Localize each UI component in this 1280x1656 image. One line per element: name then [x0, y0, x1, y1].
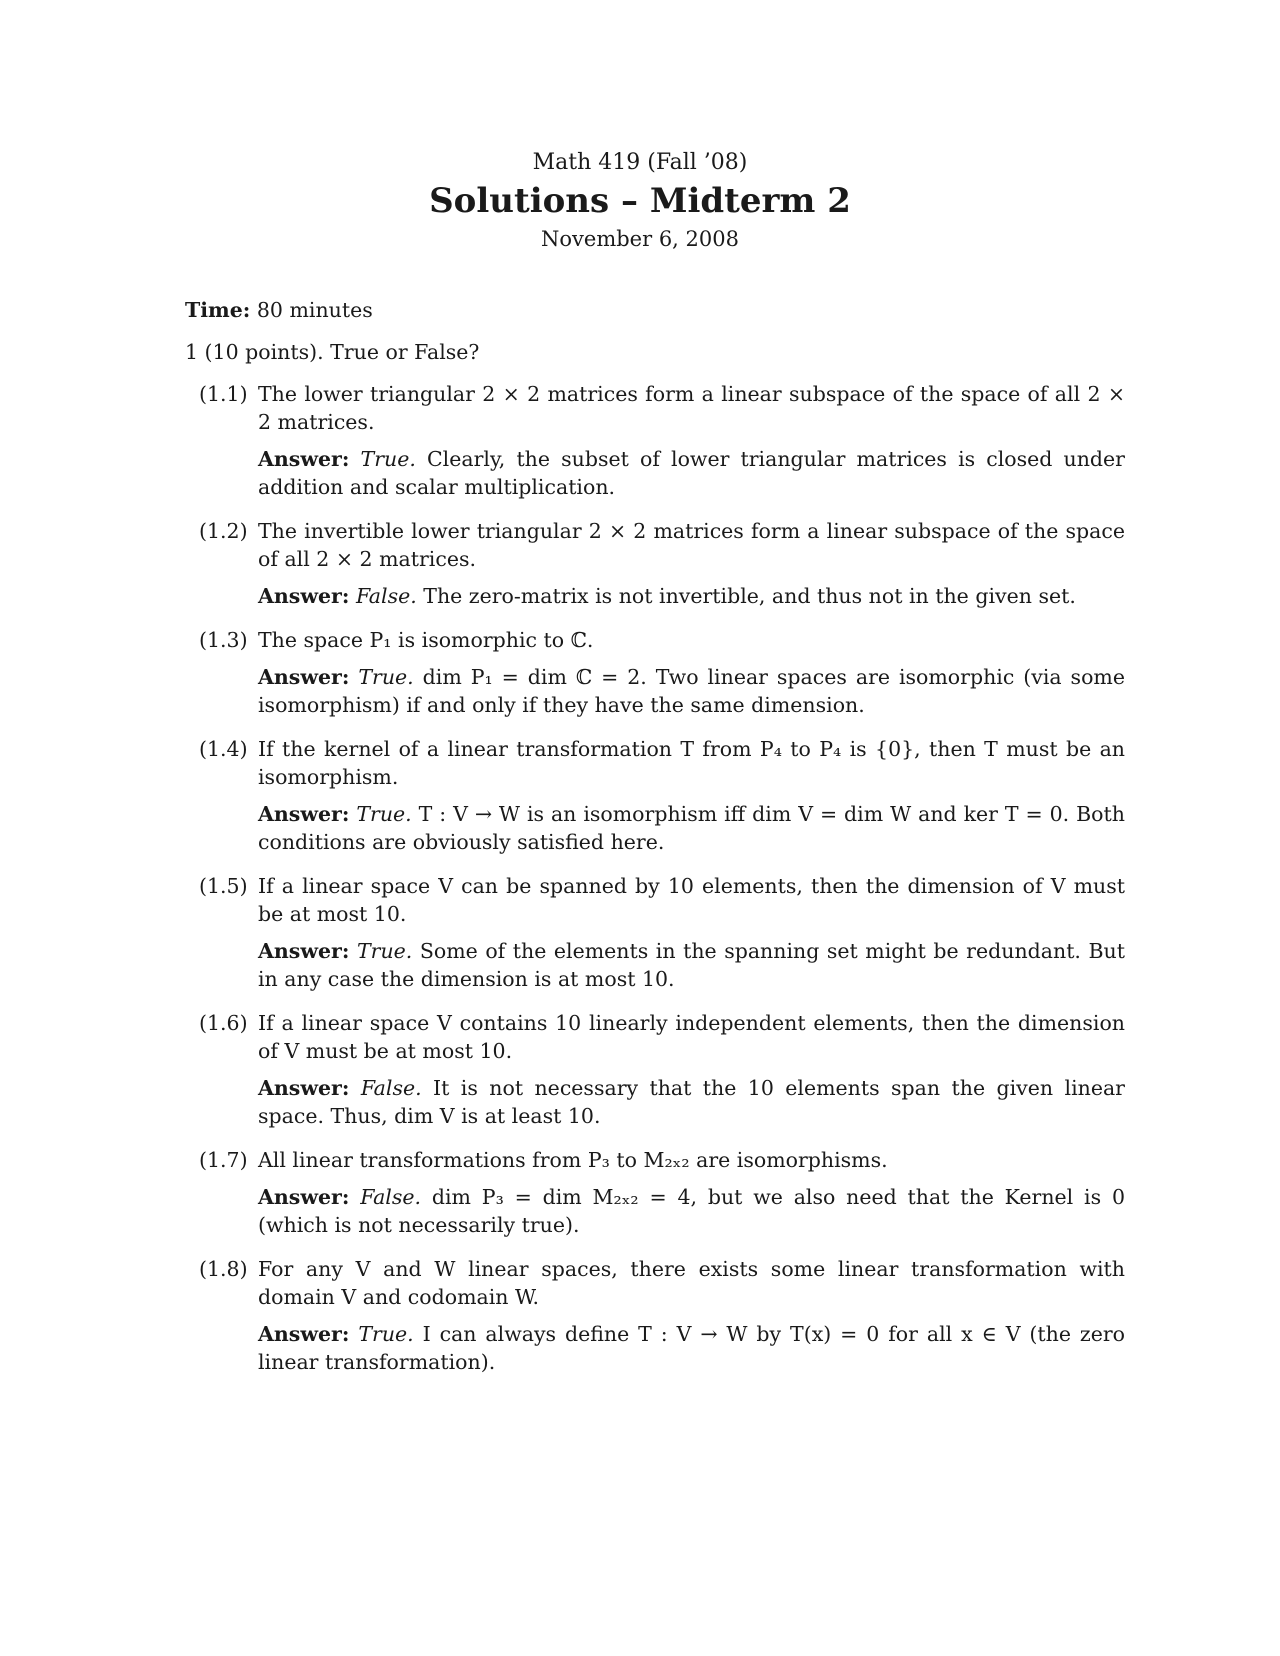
answer-verdict: True.: [360, 447, 416, 471]
answer-explanation: Clearly, the subset of lower triangular matrices is closed under addition and scalar multiplication.: [258, 447, 1125, 499]
document-body: [185, 296, 1125, 1392]
answer-label: Answer:: [258, 1076, 350, 1100]
question-statement: The invertible lower triangular 2 × 2 matrices form a linear subspace of the space of all 2 × 2 matrices.: [258, 519, 1125, 571]
answer-explanation: Some of the elements in the spanning set might be redundant. But in any case the dimension is at most 10.: [258, 939, 1125, 991]
answer-label: Answer:: [258, 1322, 350, 1346]
answer-label: Answer:: [258, 665, 350, 689]
answer-verdict: True.: [358, 1322, 414, 1346]
question-statement: All linear transformations from P₃ to M₂ₓ₂ are isomorphisms.: [258, 1148, 888, 1172]
time-value: 80 minutes: [256, 298, 373, 322]
question-item: [185, 735, 1125, 856]
question-statement: If a linear space V contains 10 linearly independent elements, then the dimension of V must be at most 10.: [258, 1011, 1125, 1063]
time-line: [185, 296, 1125, 324]
answer-explanation: T : V → W is an isomorphism iff dim V = dim W and ker T = 0. Both conditions are obviously satisfied here.: [258, 802, 1125, 854]
question-number: (1.2): [199, 519, 248, 543]
answer-verdict: True.: [358, 665, 414, 689]
answer-verdict: False.: [360, 1076, 422, 1100]
answer-label: Answer:: [258, 584, 350, 608]
answer-verdict: False.: [355, 584, 417, 608]
question-number: (1.7): [199, 1148, 248, 1172]
answer-explanation: The zero-matrix is not invertible, and thus not in the given set.: [423, 584, 1076, 608]
time-label: Time:: [185, 298, 251, 322]
answer-verdict: True.: [356, 802, 412, 826]
question-item: [185, 517, 1125, 610]
answer-label: Answer:: [258, 447, 350, 471]
question-number: (1.5): [199, 874, 248, 898]
question-statement: The lower triangular 2 × 2 matrices form a linear subspace of the space of all 2 × 2 matrices.: [258, 382, 1125, 434]
question-number: (1.3): [199, 628, 248, 652]
answer: [258, 1320, 1125, 1376]
question-number: (1.4): [199, 737, 248, 761]
answer: [258, 1074, 1125, 1130]
question-item: [185, 380, 1125, 501]
answer-label: Answer:: [258, 939, 350, 963]
exam-date: November 6, 2008: [541, 227, 739, 251]
answer: [258, 582, 1125, 610]
answer-explanation: I can always define T : V → W by T(x) = 0 for all x ∈ V (the zero linear transformation).: [258, 1322, 1125, 1374]
course-title: Math 419 (Fall ’08): [532, 150, 748, 175]
answer: [258, 1183, 1125, 1239]
answer-explanation: It is not necessary that the 10 elements span the given linear space. Thus, dim V is at least 10.: [258, 1076, 1125, 1128]
answer: [258, 800, 1125, 856]
answer: [258, 937, 1125, 993]
problem-heading: 1 (10 points). True or False?: [185, 340, 480, 364]
question-number: (1.6): [199, 1011, 248, 1035]
answer: [258, 663, 1125, 719]
question-statement: If the kernel of a linear transformation T from P₄ to P₄ is {0}, then T must be an isomorphism.: [258, 737, 1125, 789]
answer-explanation: dim P₃ = dim M₂ₓ₂ = 4, but we also need that the Kernel is 0 (which is not necessarily true).: [258, 1185, 1125, 1237]
question-number: (1.1): [199, 382, 248, 406]
question-number: (1.8): [199, 1257, 248, 1281]
answer-verdict: True.: [356, 939, 413, 963]
page-title: Solutions – Midterm 2: [429, 181, 851, 221]
question-item: [185, 626, 1125, 719]
answer-verdict: False.: [360, 1185, 422, 1209]
question-statement: The space P₁ is isomorphic to ℂ.: [258, 628, 594, 652]
question-item: [185, 1255, 1125, 1376]
question-statement: If a linear space V can be spanned by 10 elements, then the dimension of V must be at most 10.: [258, 874, 1125, 926]
question-item: [185, 1146, 1125, 1239]
question-statement: For any V and W linear spaces, there exists some linear transformation with domain V and codomain W.: [258, 1257, 1125, 1309]
answer-explanation: dim P₁ = dim ℂ = 2. Two linear spaces are isomorphic (via some isomorphism) if and only if they have the same dimension.: [258, 665, 1125, 717]
document-header: [0, 148, 1280, 254]
answer: [258, 445, 1125, 501]
answer-label: Answer:: [258, 802, 350, 826]
question-item: [185, 872, 1125, 993]
question-item: [185, 1009, 1125, 1130]
answer-label: Answer:: [258, 1185, 350, 1209]
